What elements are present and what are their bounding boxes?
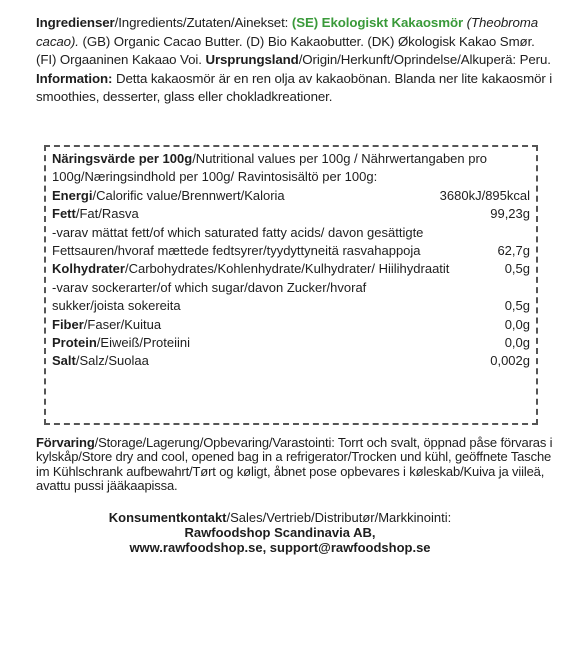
consumer-contact [60, 510, 500, 555]
nutrient-translations: -varav sockerarter/of which sugar/davon Zucker/hvoraf sukker/joista sokereita [52, 279, 367, 314]
storage-heading: Förvaring [36, 435, 95, 450]
nutrient-name: Salt [52, 353, 76, 369]
nutrient-value: 99,23g [490, 206, 530, 222]
ingredients-translations: (GB) Organic Cacao Butter. (D) Bio Kakaobutter. (DK) Økologisk Kakao Smør. (FI) Orgaaninen Kakaao Voi. [36, 33, 535, 68]
nutrition-row-salt [52, 352, 530, 370]
nutrient-translations: -varav mättat fett/of which saturated fatty acids/ davon gesättigte Fettsauren/hvoraf mættede fedtsyrer/tyydyttyneitä rasvahappoja [52, 224, 424, 259]
latin-name: (Theobroma cacao). [36, 15, 539, 49]
storage-text: /Storage/Lagerung/Opbevaring/Varastointi: Torrt och svalt, öppnad påse förvaras i kylskåp/Store dry and cool, opened bag in a refrigerator/Trocken und kühl, geöffnete Tasche im Kühlschrank aufbewahrt/Tørt og køligt, åbnet pose opbevares i køleskab/Kuiva ja viileä, avattu pussi jääkaapissa. [36, 435, 553, 494]
nutrient-translations: /Salz/Suolaa [75, 353, 149, 369]
nutrient-translations: /Eiweiß/Proteiini [96, 335, 190, 351]
product-label [36, 14, 556, 107]
info-text: Detta kakaosmör är en ren olja av kakaobönan. Blanda ner lite kakaosmör i smoothies, desserter, glass eller chokladkreationer. [36, 70, 553, 105]
nutrition-row-fat [52, 205, 530, 223]
nutrient-value: 0,002g [490, 353, 530, 369]
nutrition-row-energy [52, 187, 530, 205]
nutrient-value: 0,5g [504, 298, 530, 314]
contact-heading-line [60, 510, 500, 525]
nutrient-name: Kolhydrater [52, 261, 125, 277]
nutrient-value: 0,5g [504, 261, 530, 277]
product-name-se: (SE) Ekologiskt Kakaosmör [291, 15, 464, 30]
ingredients-heading: Ingredienser [36, 15, 115, 30]
ingredients-paragraph [36, 14, 556, 107]
website-and-email: www.rawfoodshop.se, support@rawfoodshop.se [129, 540, 431, 555]
contact-heading-translations: /Sales/Vertrieb/Distributør/Markkinointi: [226, 510, 452, 525]
nutrition-header-bold: Näringsvärde per 100g [52, 151, 193, 166]
nutrition-row-protein [52, 334, 530, 352]
nutrient-name: Energi [52, 187, 93, 203]
nutrition-header-rest: /Nutritional values per 100g / Nährwertangaben pro 100g/Næringsindhold per 100g/ Ravintosisältö per 100g: [52, 151, 488, 185]
nutrient-translations: /Faser/Kuitua [83, 316, 162, 332]
nutrient-value: 3680kJ/895kcal [439, 187, 530, 203]
nutrient-translations: /Fat/Rasva [75, 206, 139, 222]
nutrient-value: 0,0g [504, 335, 530, 351]
info-heading: Information: [36, 70, 113, 86]
nutrient-value: 62,7g [497, 243, 530, 259]
nutrient-name: Protein [52, 335, 97, 351]
nutrient-name: Fett [52, 206, 76, 222]
contact-heading: Konsumentkontakt [108, 510, 227, 525]
nutrient-translations: /Carbohydrates/Kohlenhydrate/Kulhydrater/ Hiilihydraatit [124, 261, 450, 277]
nutrition-row-carbohydrates [52, 260, 530, 278]
nutrition-row-sugars [52, 279, 530, 316]
nutrition-row-fiber [52, 316, 530, 334]
nutrition-table [44, 145, 538, 425]
storage-paragraph [36, 436, 554, 494]
nutrient-value: 0,0g [504, 316, 530, 332]
nutrition-row-saturated-fat [52, 224, 530, 261]
origin-heading: Ursprungsland [205, 52, 299, 68]
company-name: Rawfoodshop Scandinavia AB, [184, 525, 376, 540]
nutrient-name: Fiber [52, 316, 84, 332]
ingredients-heading-translations: /Ingredients/Zutaten/Ainekset: [114, 15, 289, 30]
nutrition-header [52, 150, 530, 187]
nutrient-translations: /Calorific value/Brennwert/Kaloria [92, 187, 285, 203]
origin-text: /Origin/Herkunft/Oprindelse/Alkuperä: Peru. [298, 52, 551, 68]
